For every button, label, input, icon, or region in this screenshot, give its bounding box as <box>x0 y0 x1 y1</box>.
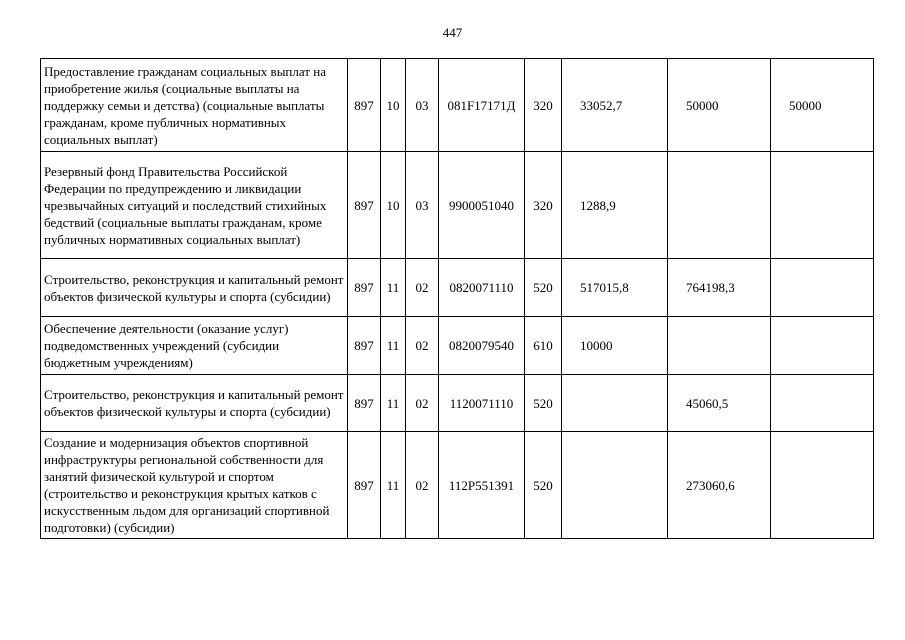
expense-type-code: 610 <box>525 317 562 375</box>
amount-1: 10000 <box>562 317 668 375</box>
target-article-code: 112P551391 <box>439 432 525 539</box>
row-description: Резервный фонд Правительства Российской Федерации по предупреждению и ликвидации чрезвычайных ситуаций и последствий стихийных бедствий (социальные выплаты гражданам, кроме публичных нормативных социальных выплат) <box>41 152 348 259</box>
target-article-code: 0820079540 <box>439 317 525 375</box>
ministry-code: 897 <box>348 317 381 375</box>
expense-type-code: 520 <box>525 259 562 317</box>
amount-3 <box>771 317 874 375</box>
table-row <box>41 317 874 375</box>
subsection-code: 02 <box>406 259 439 317</box>
target-article-code: 1120071110 <box>439 375 525 432</box>
amount-3: 50000 <box>771 59 874 152</box>
table-row <box>41 59 874 152</box>
expense-type-code: 320 <box>525 59 562 152</box>
section-code: 10 <box>381 59 406 152</box>
table-row <box>41 432 874 539</box>
amount-3 <box>771 152 874 259</box>
amount-2 <box>668 152 771 259</box>
section-code: 11 <box>381 432 406 539</box>
table-row <box>41 375 874 432</box>
amount-2: 50000 <box>668 59 771 152</box>
section-code: 11 <box>381 317 406 375</box>
row-description: Создание и модернизация объектов спортивной инфраструктуры региональной собственности для занятий физической культурой и спортом (строительство и реконструкция крытых катков с искусственным льдом для организаций спортивной подготовки) (субсидии) <box>41 432 348 539</box>
ministry-code: 897 <box>348 432 381 539</box>
amount-1: 1288,9 <box>562 152 668 259</box>
amount-2: 273060,6 <box>668 432 771 539</box>
subsection-code: 02 <box>406 317 439 375</box>
amount-3 <box>771 432 874 539</box>
ministry-code: 897 <box>348 259 381 317</box>
expense-type-code: 520 <box>525 375 562 432</box>
table-row <box>41 259 874 317</box>
page-number: 447 <box>442 25 463 40</box>
target-article-code: 9900051040 <box>439 152 525 259</box>
target-article-code: 081F17171Д <box>439 59 525 152</box>
amount-1 <box>562 432 668 539</box>
amount-2 <box>668 317 771 375</box>
target-article-code: 0820071110 <box>439 259 525 317</box>
amount-2: 45060,5 <box>668 375 771 432</box>
subsection-code: 03 <box>406 152 439 259</box>
budget-table <box>40 58 874 539</box>
table-row <box>41 152 874 259</box>
amount-3 <box>771 375 874 432</box>
subsection-code: 02 <box>406 432 439 539</box>
row-description: Строительство, реконструкция и капитальный ремонт объектов физической культуры и спорта (субсидии) <box>41 375 348 432</box>
subsection-code: 02 <box>406 375 439 432</box>
section-code: 11 <box>381 259 406 317</box>
section-code: 11 <box>381 375 406 432</box>
subsection-code: 03 <box>406 59 439 152</box>
amount-1: 33052,7 <box>562 59 668 152</box>
ministry-code: 897 <box>348 152 381 259</box>
ministry-code: 897 <box>348 375 381 432</box>
amount-1 <box>562 375 668 432</box>
expense-type-code: 320 <box>525 152 562 259</box>
row-description: Предоставление гражданам социальных выплат на приобретение жилья (социальные выплаты на поддержку семьи и детства) (социальные выплаты гражданам, кроме публичных нормативных социальных выплат) <box>41 59 348 152</box>
ministry-code: 897 <box>348 59 381 152</box>
row-description: Обеспечение деятельности (оказание услуг) подведомственных учреждений (субсидии бюджетным учреждениям) <box>41 317 348 375</box>
amount-2: 764198,3 <box>668 259 771 317</box>
row-description: Строительство, реконструкция и капитальный ремонт объектов физической культуры и спорта (субсидии) <box>41 259 348 317</box>
amount-1: 517015,8 <box>562 259 668 317</box>
expense-type-code: 520 <box>525 432 562 539</box>
section-code: 10 <box>381 152 406 259</box>
amount-3 <box>771 259 874 317</box>
